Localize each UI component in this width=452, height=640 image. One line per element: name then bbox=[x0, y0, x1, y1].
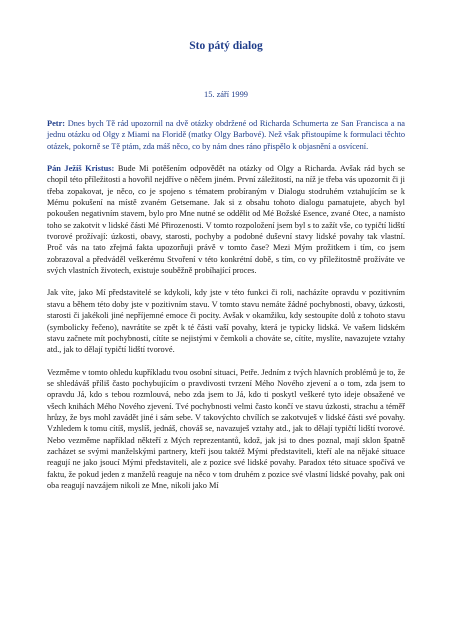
paragraph-text: Bude Mi potěšením odpovědět na otázky od Olgy a Richarda. Avšak rád bych se chopil této příležitosti a hovořil nejdříve o něčem jiném. První záležitostí, na níž je třeba vás upozornit či ji třeba zopakovat, je něco, co je spojeno s tématem probíraným v Dialogu stodruhém vztahujícím se k Mému pokušení na místě zvaném Getsemane. Jak si z obsahu tohoto dialogu pamatujete, abych byl pokoušen negativním stavem, bylo pro Mne nutné se oddělit od Mé Božské Esence, zvané Otec, a namísto toho se zakotvit v lidské části Mé Přirozenosti. V tomto rozpoložení jsem byl s to zažít vše, co typičtí lidští tvorové prožívají: úzkosti, obavy, starosti, pochyby a podobné duševní stavy lidské povahy tak vlastní. Proč vás na tato zřejmá fakta upozorňuji právě v tomto čase? Mezi Mým prožitkem i tím, co jsem zobrazoval a předváděl veškerému Stvoření v této konkrétní době, s tím, co vy příležitostně prožíváte ve svých vlastních životech, existuje souběžně probíhající proces. bbox=[47, 164, 405, 276]
paragraph-text: Dnes bych Tě rád upozornil na dvě otázky obdržené od Richarda Schumerta ze San Francisca a na jednu otázku od Olgy z Miami na Floridě (matky Olgy Barbové). Než však přistoupíme k formulaci těchto otázek, pokorně se Tě ptám, zda máš něco, co by nám dnes ráno přispělo k objasnění a osvícení. bbox=[47, 119, 406, 151]
paragraph-1 bbox=[47, 118, 405, 152]
paragraph-text: Vezměme v tomto ohledu kupříkladu tvou osobní situaci, Petře. Jedním z tvých hlavních problémů je to, že se shledáváš příliš často pochybujícím o pravdivosti tvrzení Mého Nového zjevení a o tom, zda jsem to opravdu Já, kdo s tebou rozmlouvá, nebo zda jsem to Já, kdo ti poskytl veškeré tyto ideje obsažené ve všech knihách Mého Nového zjevení. Tvé pochybnosti velmi často končí ve stavu úzkosti, strachu a téměř hrůzy, že bys mohl zavádět jiné i sám sebe. V takovýchto chvílích se zakotvuješ v lidské části své povahy. Vzhledem k tomu cítíš, myslíš, jednáš, chováš se, navazuješ vztahy atd., jak to dělají typičtí lidští tvorové. Nebo vezměme například někteří z Mých reprezentantů, kdož, jak jsi to dnes poznal, mají sklon špatně zacházet se svými manželskými partnery, kteří jsou taktéž Mými představiteli, kteří ale na nějaké situace reagují ne jako jsoucí Mými představiteli, ale z pozice své lidské povahy. Paradox této situace spočívá ve faktu, že pokud jeden z manželů reaguje na něco v tom druhém z pozice své vlastní lidské povahy, pak oni oba reagují navzájem nikoli ze Mne, nikoli jako Mí bbox=[47, 367, 406, 490]
speaker-label: Petr: bbox=[47, 119, 66, 128]
speaker-label: Pán Ježíš Kristus: bbox=[47, 164, 115, 174]
document-date: 15. září 1999 bbox=[204, 90, 248, 99]
paragraph-3 bbox=[47, 287, 405, 355]
document-title: Sto pátý dialog bbox=[189, 40, 263, 52]
paragraph-2 bbox=[47, 163, 405, 276]
paragraph-text: Jak víte, jako Mí představitelé se kdykoli, kdy jste v této funkci či roli, nacházíte opravdu v pozitivním stavu a během této doby jste v pozitivním stavu. V tomto stavu nemáte žádné pochybnosti, obavy, úzkosti, starosti či jakékoli jiné nepříjemné emoce či pocity. Avšak v okamžiku, kdy sestoupíte dolů z tohoto stavu (symbolicky řečeno), navrátíte se zpět k té části vaší povahy, která je typicky lidská. Ve vašem lidském stavu začnete mít pochybnosti, cítíte se nejistými v čemkoli a chováte se, cítíte, myslíte, navazujete vztahy atd., jak to dělají typičtí lidští tvorové. bbox=[47, 288, 405, 355]
paragraph-4 bbox=[47, 367, 405, 492]
